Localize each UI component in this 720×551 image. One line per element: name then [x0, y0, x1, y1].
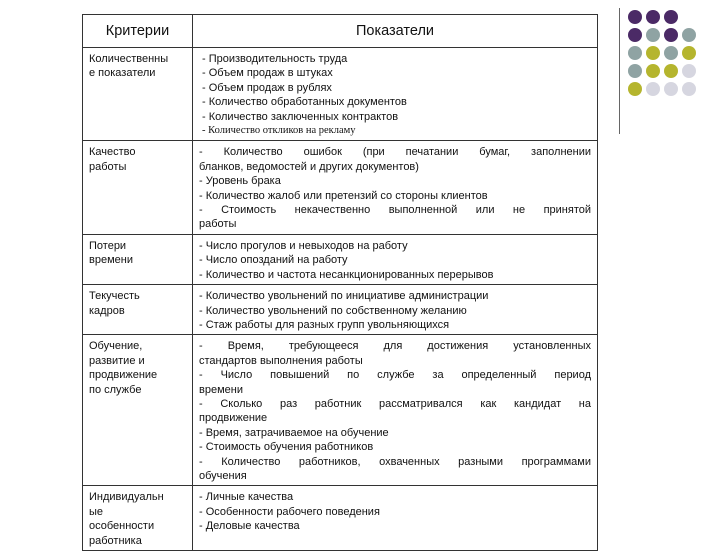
text-line: продвижение — [199, 412, 268, 425]
text-line: - Личные качества — [199, 491, 294, 504]
indicators-cell — [193, 141, 598, 234]
text-line: Текучесть — [89, 290, 140, 303]
text-line: - Число прогулов и невыходов на работу — [199, 239, 408, 252]
table-row — [83, 234, 598, 284]
table-header-row — [83, 15, 598, 48]
text-line: продвижение — [89, 369, 158, 382]
text-line: Обучение, — [89, 340, 143, 353]
text-line: е показатели — [89, 67, 156, 80]
text-line: - Стаж работы для разных групп увольняющихся — [199, 318, 450, 331]
decorative-dot — [628, 64, 642, 78]
indicators-cell — [193, 486, 598, 551]
decorative-dot — [682, 28, 696, 42]
criteria-table — [82, 14, 598, 551]
text-line: - Деловые качества — [199, 520, 300, 533]
decorative-dot — [646, 46, 660, 60]
table-row — [83, 486, 598, 551]
text-line: - Объем продаж в рублях — [202, 81, 332, 94]
criterion-cell — [83, 285, 193, 335]
decorative-dot — [664, 10, 678, 24]
decorative-dot — [628, 10, 642, 24]
indicators-cell — [193, 285, 598, 335]
text-line: - Объем продаж в штуках — [202, 67, 333, 80]
decorative-dot — [664, 82, 678, 96]
text-line: - Количество заключенных контрактов — [202, 110, 399, 123]
table-row — [83, 141, 598, 234]
text-line: Качество — [89, 146, 136, 159]
decorative-dot — [646, 28, 660, 42]
text-line: - Количество увольнений по инициативе администрации — [199, 290, 489, 303]
table-row — [83, 285, 598, 335]
criterion-cell — [83, 234, 193, 284]
text-line: развитие и — [89, 354, 145, 367]
criterion-cell — [83, 486, 193, 551]
text-line: работника — [89, 534, 142, 547]
decorative-dot — [664, 64, 678, 78]
text-line: - Количество работников, охваченных разными программами — [199, 455, 591, 468]
text-line: ые — [89, 505, 104, 518]
decorative-dot — [646, 64, 660, 78]
text-line: времени — [89, 254, 133, 267]
indicators-cell — [193, 234, 598, 284]
table-row — [83, 48, 598, 141]
decorative-vertical-line — [619, 8, 620, 134]
decorative-dot — [682, 64, 696, 78]
text-line: по службе — [89, 383, 142, 396]
indicators-cell — [193, 335, 598, 486]
text-line: - Число повышений по службе за определенный период — [199, 369, 591, 382]
decorative-dot — [646, 82, 660, 96]
header-criteria: Критерии — [83, 15, 193, 48]
text-line: - Количество обработанных документов — [202, 96, 407, 109]
text-line: - Сколько раз работник рассматривался как кандидат на — [199, 397, 591, 410]
criterion-cell — [83, 335, 193, 486]
text-line: - Время, требующееся для достижения установленных — [199, 340, 591, 353]
text-line: времени — [199, 383, 243, 396]
text-line: - Количество ошибок (при печатании бумаг, заполнении — [199, 146, 591, 159]
text-line: обучения — [199, 469, 247, 482]
text-line: - Число опозданий на работу — [199, 254, 348, 267]
header-indicators: Показатели — [193, 15, 598, 48]
criterion-cell — [83, 48, 193, 141]
decorative-dot — [664, 46, 678, 60]
text-line: Индивидуальн — [89, 491, 164, 504]
decorative-dot — [682, 82, 696, 96]
text-line: Потери — [89, 239, 127, 252]
text-line: особенности — [89, 520, 155, 533]
text-line: - Количество жалоб или претензий со стороны клиентов — [199, 189, 488, 202]
text-line: - Количество увольнений по собственному желанию — [199, 304, 467, 317]
text-line: работы — [199, 218, 237, 231]
decorative-dot — [628, 28, 642, 42]
indicators-cell — [193, 48, 598, 141]
criterion-cell — [83, 141, 193, 234]
decorative-dot — [682, 46, 696, 60]
decorative-dot — [628, 46, 642, 60]
decorative-dot — [664, 28, 678, 42]
text-line: стандартов выполнения работы — [199, 354, 363, 367]
decorative-dot — [646, 10, 660, 24]
text-line: работы — [89, 160, 127, 173]
text-line: - Время, затрачиваемое на обучение — [199, 426, 389, 439]
text-line: кадров — [89, 304, 125, 317]
table-row — [83, 335, 598, 486]
decorative-dot — [628, 82, 642, 96]
text-line: - Стоимость некачественно выполненной или не принятой — [199, 204, 591, 217]
text-line: бланков, ведомостей и других документов) — [199, 160, 419, 173]
text-line: - Производительность труда — [202, 53, 348, 65]
text-line: - Количество откликов на рекламу — [202, 125, 356, 137]
text-line: - Стоимость обучения работников — [199, 441, 374, 454]
text-line: Количественны — [89, 53, 169, 65]
text-line: - Уровень брака — [199, 175, 281, 188]
text-line: - Количество и частота несанкционированных перерывов — [199, 268, 494, 281]
text-line: - Особенности рабочего поведения — [199, 505, 380, 518]
